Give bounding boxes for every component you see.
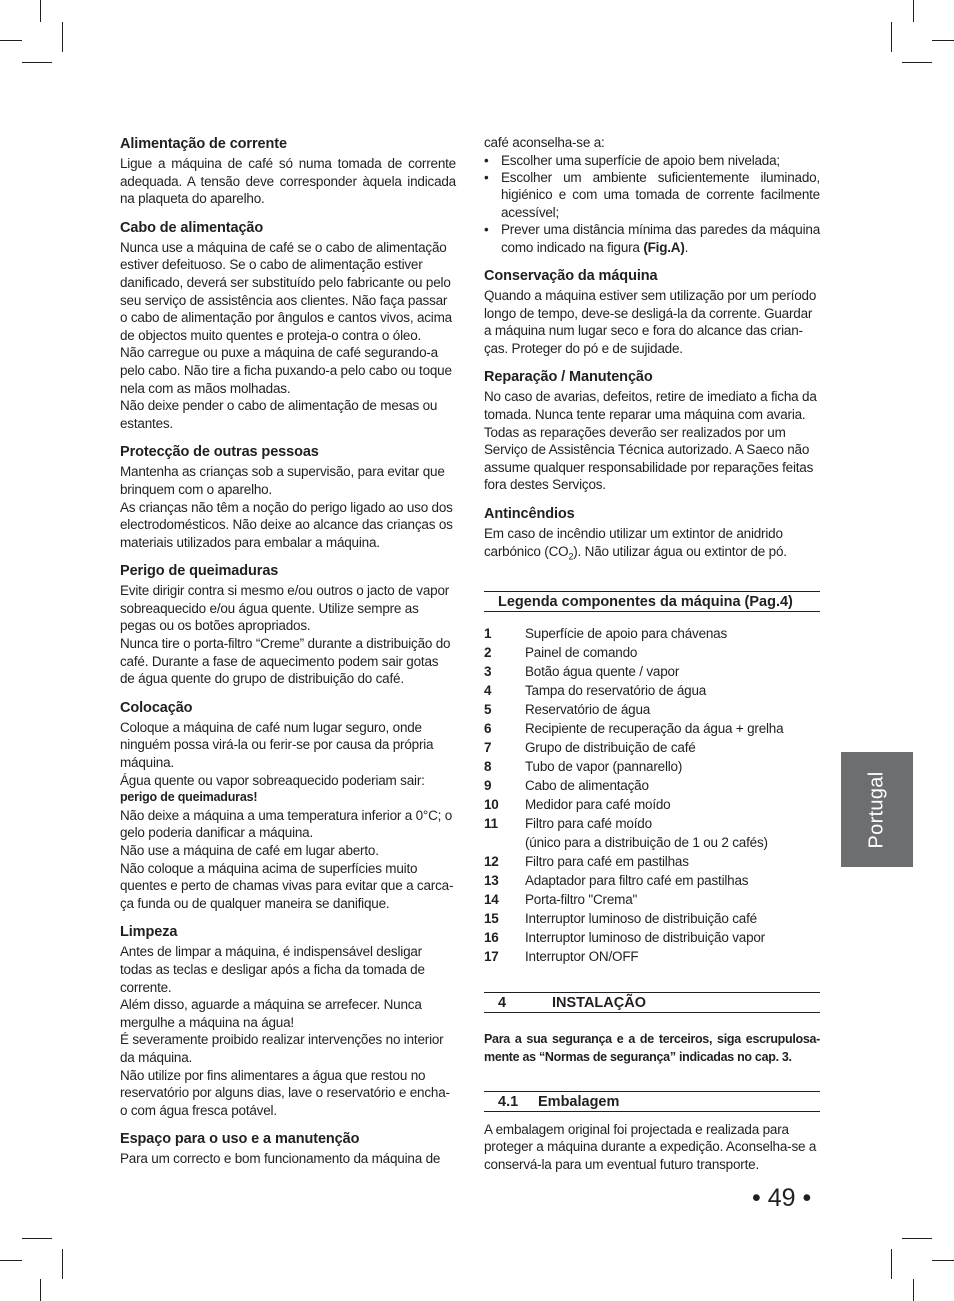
left-column <box>120 136 456 1180</box>
section-heading: Conservação da máquina <box>484 268 658 285</box>
section-heading: Perigo de queimaduras <box>120 563 279 580</box>
section-heading: Protecção de outras pessoas <box>120 444 319 461</box>
legend-item <box>484 795 820 814</box>
packaging-text: A embalagem original foi projectada e realizada para proteger a máquina durante a expedição. Aconselha-se a conservá-la para um eventual futuro transporte. <box>484 1121 817 1173</box>
legend-item <box>484 719 820 738</box>
section-text: Mantenha as crianças sob a supervisão, para evitar que brinquem com o aparelho. <box>120 464 445 497</box>
section-text: Não use a máquina de café em lugar aberto. <box>120 843 379 858</box>
section-text: Para um correcto e bom funcionamento da máquina de <box>120 1151 441 1167</box>
crop-mark <box>62 1249 63 1279</box>
section-heading: Antincêndios <box>484 505 575 522</box>
crop-mark <box>0 1260 22 1261</box>
legend-item <box>484 681 820 700</box>
crop-mark <box>891 22 892 52</box>
legend-number: 11 <box>484 815 498 831</box>
legend-item <box>484 852 820 871</box>
legend-text: Interruptor ON/OFF <box>525 948 639 964</box>
crop-mark <box>902 62 932 63</box>
legend-item <box>484 909 820 928</box>
legend-number: 10 <box>484 796 499 812</box>
safety-note: Para a sua segurança e a de terceiros, siga escrupulosa-mente as “Normas de segurança” indicadas no cap. 3. <box>484 1031 820 1064</box>
crop-mark <box>0 40 22 41</box>
components-legend <box>484 624 820 966</box>
crop-mark <box>40 1279 41 1301</box>
section-cleaning <box>120 924 456 1119</box>
legend-title: Legenda componentes da máquina (Pag.4) <box>484 591 820 612</box>
section-heading: Colocação <box>120 699 193 716</box>
section-power-cable <box>120 220 456 433</box>
legend-text: Cabo de alimentação <box>525 777 649 793</box>
chapter-title: INSTALAÇÃO <box>552 994 646 1011</box>
page-number: • 49 • <box>752 1184 812 1212</box>
legend-number: 9 <box>484 777 492 793</box>
list-item: • Escolher uma superfície de apoio bem nivelada; <box>484 152 780 168</box>
section-heading: Cabo de alimentação <box>120 219 264 236</box>
legend-text: Filtro para café moído <box>525 815 652 831</box>
section-text: Nunca tire o porta-filtro “Creme” durante a distribuição do café. Durante a fase de aquecimento podem sair gotas de água quente do grupo de distribuição do café. <box>120 636 451 687</box>
legend-number <box>484 833 525 852</box>
section-text: Não deixe pender o cabo de alimentação de mesas ou estantes. <box>120 398 438 431</box>
crop-mark <box>913 1279 914 1301</box>
legend-item <box>484 871 820 890</box>
section-text: Antes de limpar a máquina, é indispensável desligar todas as teclas e desligar após a ficha da tomada de corrente. <box>120 944 425 995</box>
legend-text: Botão água quente / vapor <box>525 663 680 679</box>
legend-item <box>484 624 820 643</box>
section-text: Não coloque a máquina acima de superfícies muito quentes e perto de chamas vivas para evitar que a carca-ça funda ou de qualquer maneira se danifique. <box>120 860 454 911</box>
section-text: Água quente ou vapor sobreaquecido poderiam sair: <box>120 772 425 788</box>
right-column <box>484 134 820 1174</box>
legend-number: 14 <box>484 891 499 907</box>
section-fire <box>484 506 820 566</box>
legend-item <box>484 757 820 776</box>
legend-item <box>484 643 820 662</box>
legend-item <box>484 814 820 833</box>
legend-number: 6 <box>484 720 492 736</box>
advice-list <box>484 152 820 256</box>
section-use-space <box>120 1131 456 1168</box>
crop-mark <box>62 22 63 52</box>
legend-item <box>484 776 820 795</box>
section-heading: Reparação / Manutenção <box>484 369 653 386</box>
crop-mark <box>932 1260 954 1261</box>
legend-number: 13 <box>484 872 499 888</box>
legend-item <box>484 738 820 757</box>
crop-mark <box>22 1238 52 1239</box>
section-text: Em caso de incêndio utilizar um extintor de anidrido carbónico $(CO_2)$. Não utilizar água ou extintor de pó. <box>484 525 787 562</box>
section-text: Ligue a máquina de café só numa tomada de corrente adequada. A tensão deve corresponder àquela indicada na plaqueta do aparelho. <box>120 156 456 207</box>
section-text: Nunca use a máquina de café se o cabo de alimentação estiver defeituoso. Se o cabo de alimentação estiver danificado, deverá ser substituído pelo fabricante ou pelo seu serviço de assistência aos clientes. Não faça passar o cabo de alimentação por ângulos e cantos vivos, acima de objectos muito quentes e proteja-o contra o óleo. <box>120 239 452 343</box>
section-text: Não utilize por fins alimentares a água que restou no reservatório por alguns dias, lave o reservatório e encha-o com água fresca potável. <box>120 1067 450 1118</box>
chapter-number: 4 <box>498 994 507 1011</box>
section-storage <box>484 268 820 357</box>
crop-mark <box>22 62 52 63</box>
legend-number: 4 <box>484 682 492 698</box>
legend-text: Medidor para café moído <box>525 796 671 812</box>
figure-reference: (Fig.A) <box>643 239 685 255</box>
intro-text: café aconselha-se a: <box>484 135 605 150</box>
legend-text: Recipiente de recuperação da água + grelha <box>525 720 784 736</box>
legend-number: 16 <box>484 929 499 945</box>
section-text: Não carregue ou puxe a máquina de café segurando-a pelo cabo. Não tire a ficha puxando-a pelo cabo ou toque nela com as mãos molhadas. <box>120 345 452 396</box>
legend-text: Tubo de vapor (pannarello) <box>525 758 683 774</box>
legend-item <box>484 928 820 947</box>
subsection-heading <box>484 1091 820 1112</box>
burn-warning: perigo de queimaduras! <box>120 790 258 805</box>
legend-item <box>484 890 820 909</box>
legend-text: Interruptor luminoso de distribuição café <box>525 910 757 926</box>
crop-mark <box>902 1238 932 1239</box>
legend-item <box>484 700 820 719</box>
section-text: Não deixe a máquina a uma temperatura inferior a 0°C; o gelo poderia danificar a máquina. <box>120 807 453 841</box>
legend-number: 17 <box>484 948 499 964</box>
legend-text: Tampa do reservatório de água <box>525 682 707 698</box>
section-text: Coloque a máquina de café num lugar seguro, onde ninguém possa virá-la ou ferir-se por causa da própria máquina. <box>120 719 434 771</box>
list-item: • Prever uma distância mínima das paredes da máquina como indicado na figura (Fig.A). <box>484 222 820 255</box>
legend-item <box>484 662 820 681</box>
section-text: Além disso, aguarde a máquina se arrefecer. Nunca mergulhe a máquina na água! <box>120 997 422 1030</box>
section-text: Quando a máquina estiver sem utilização por um período longo de tempo, deve-se desligá-la da corrente. Guardar a máquina num lugar seco e fora do alcance das crian-ças. Proteger do pó e de sujidade. <box>484 288 817 356</box>
section-heading: Alimentação de corrente <box>120 136 287 152</box>
legend-text: Painel de comando <box>525 644 638 660</box>
legend-text: Filtro para café em pastilhas <box>525 853 689 869</box>
section-text: É severamente proibido realizar intervenções no interior da máquina. <box>120 1032 444 1065</box>
section-text: As crianças não têm a noção do perigo ligado ao uso dos electrodomésticos. Não deixe ao alcance das crianças os materiais utilizados para embalar a máquina. <box>120 499 453 550</box>
subsection-number: 4.1 <box>498 1093 519 1110</box>
section-repair <box>484 369 820 494</box>
list-item: • Escolher um ambiente suficientemente iluminado, higiénico e com uma tomada de corrente facilmente acessível; <box>484 170 820 220</box>
language-tab <box>841 752 913 867</box>
legend-text: Grupo de distribuição de café <box>525 739 696 755</box>
legend-text: Porta-filtro "Crema" <box>525 891 638 907</box>
crop-mark <box>913 0 914 22</box>
legend-number: 3 <box>484 663 492 679</box>
legend-item <box>484 833 820 852</box>
crop-mark <box>932 40 954 41</box>
section-text: Evite dirigir contra si mesmo e/ou outros o jacto de vapor sobreaquecido e/ou água quente. Utilize sempre as pegas ou os botões apropriados. <box>120 583 450 634</box>
section-heading: Limpeza <box>120 924 178 941</box>
section-protection <box>120 444 456 551</box>
section-power-supply <box>120 136 456 208</box>
legend-number: 15 <box>484 910 499 926</box>
section-burn-danger <box>120 563 456 688</box>
legend-item <box>484 947 820 966</box>
subsection-title: Embalagem <box>538 1093 620 1110</box>
legend-number: 5 <box>484 701 492 717</box>
legend-number: 7 <box>484 739 492 755</box>
legend-number: 1 <box>484 625 492 641</box>
legend-number: 12 <box>484 853 499 869</box>
crop-mark <box>891 1249 892 1279</box>
section-heading: Espaço para o uso e a manutenção <box>120 1131 360 1148</box>
crop-mark <box>40 0 41 22</box>
legend-number: 8 <box>484 758 492 774</box>
legend-text: Interruptor luminoso de distribuição vapor <box>525 929 765 945</box>
legend-text: (único para a distribuição de 1 ou 2 cafés) <box>525 834 768 850</box>
legend-number: 2 <box>484 644 492 660</box>
legend-text: Superfície de apoio para chávenas <box>525 625 728 641</box>
chapter-heading <box>484 992 820 1013</box>
language-label: Portugal <box>865 771 888 848</box>
legend-text: Reservatório de água <box>525 701 651 717</box>
section-placement <box>120 700 456 913</box>
section-text: No caso de avarias, defeitos, retire de imediato a ficha da tomada. Nunca tente reparar uma máquina com avaria. Todas as reparações deverão ser realizados por um Serviço de Assistência Técnica autorizado. A Saeco não assume qualquer responsabilidade por reparações feitas fora destes Serviços. <box>484 389 817 493</box>
legend-text: Adaptador para filtro café em pastilhas <box>525 872 749 888</box>
